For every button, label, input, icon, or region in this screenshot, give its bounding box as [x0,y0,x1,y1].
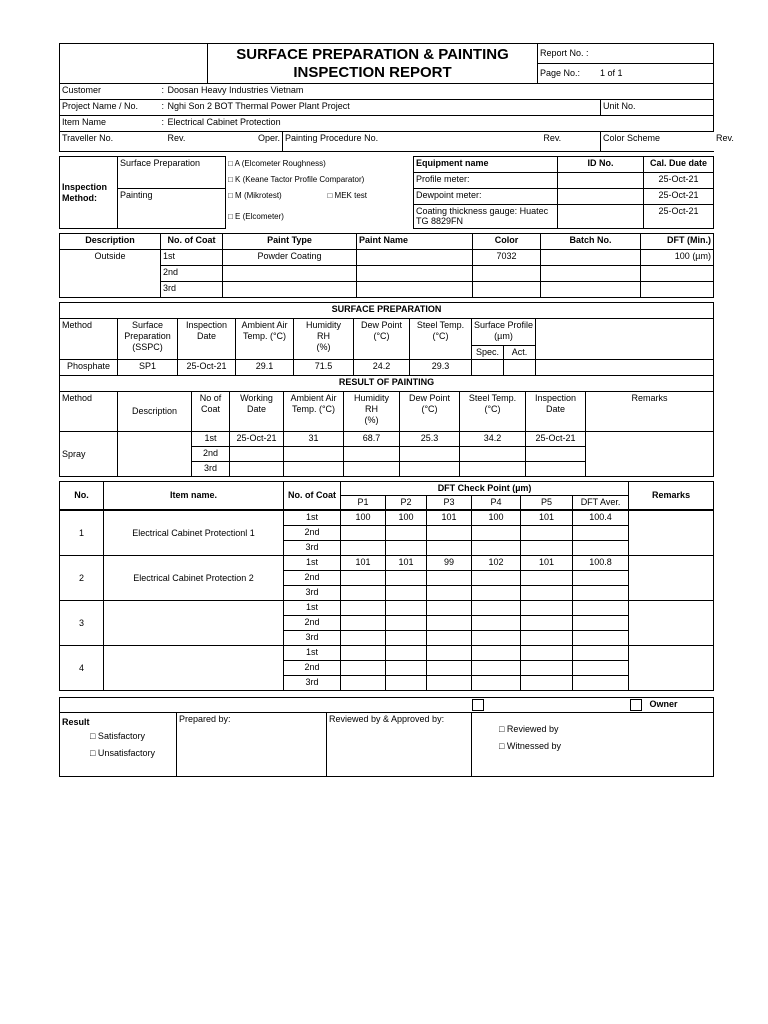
h: Date [545,404,565,414]
gauge-name: Coating thickness gauge: Huatec [416,206,549,216]
h: (SSPC) [132,342,163,352]
dft-point-value [386,526,427,541]
dft-point-value [521,661,573,676]
dft-point-value [521,586,573,601]
surface-prep-value: SP1 [118,360,178,376]
dft-point-value [427,526,472,541]
col-p4: P4 [472,496,521,510]
col-color: Color [473,234,541,250]
col-p5: P5 [521,496,573,510]
col-remarks: Remarks [586,392,714,432]
dft-point-value [521,616,573,631]
item-name [104,646,284,691]
title-line-2: INSPECTION REPORT [293,63,452,81]
dft-point-value [386,676,427,691]
h: (%) [364,415,379,425]
dft-point-value [386,631,427,646]
coat-no: 1st [284,646,341,661]
item-name-value: Electrical Cabinet Protection [166,116,714,132]
coat-no: 2nd [284,526,341,541]
painting-method-value: Spray [60,432,118,477]
painting-label: Painting [118,189,226,229]
dft-point-value: 100 [386,511,427,526]
dft-point-value [472,661,521,676]
h: Inspection [185,320,228,330]
col-dft-aver: DFT Aver. [573,496,629,510]
coat-no: 1st [284,556,341,571]
owner-checkbox[interactable] [630,699,642,711]
unit-no-label: Unit No. [601,100,714,116]
dft-point-value [427,601,472,616]
dft-point-value [472,541,521,556]
inspection-method-table [59,156,714,229]
surface-prep-title: SURFACE PREPARATION [60,303,714,319]
dft-point-value: 101 [386,556,427,571]
col-description: Description [118,392,192,432]
coat-no: 1st [192,432,230,447]
h: Temp. (°C) [242,331,287,341]
humidity-value: 71.5 [294,360,354,376]
h: Temp. (°C) [291,404,336,414]
dew-point: 25.3 [400,432,460,447]
col-p2: P2 [386,496,427,510]
h: (°C) [432,331,449,341]
paint-name [357,250,473,266]
coat-no: 2nd [284,571,341,586]
dft-point-value [341,586,386,601]
col-spec: Spec. [472,346,504,360]
dft-point-value [472,646,521,661]
dft-point-value [521,541,573,556]
steel-temp-value: 29.3 [410,360,472,376]
h: RH [317,331,330,341]
h: Ambient Air [290,393,337,403]
procedure-label: Painting Procedure No. [283,132,505,152]
col-surface-prep [118,319,178,360]
rev-label: Rev. [166,132,229,152]
dft-point-value [521,646,573,661]
equipment-name [414,205,558,229]
table-row [60,511,714,526]
remarks [629,511,714,556]
coat-no: 3rd [192,462,230,477]
dft-point-value [427,676,472,691]
option-k-checkbox[interactable]: □ K (Keane Tactor Profile Comparator) [228,174,365,184]
report-title [208,44,538,84]
coat-no: 2nd [161,266,223,282]
dft-point-value [521,526,573,541]
dft-point-value [341,571,386,586]
dft-average [573,646,629,661]
coat-table [59,233,714,298]
dft-point-value [427,646,472,661]
dft-average [573,676,629,691]
dft-average: 100.4 [573,511,629,526]
col-paint-type: Paint Type [223,234,357,250]
reviewed-approved-by: Reviewed by & Approved by: [327,713,472,777]
inspection-report [59,43,734,777]
dft-point-value [427,616,472,631]
remarks [629,646,714,691]
col-dft-min: DFT (Min.) [641,234,714,250]
dft-point-value [521,571,573,586]
col-steel-temp [460,392,526,432]
cal-date: 25-Oct-21 [644,189,714,205]
dft-point-value [386,661,427,676]
dft-point-value: 101 [521,556,573,571]
page-no [538,64,714,84]
dft-point-value [472,601,521,616]
coat-no: 1st [284,601,341,616]
item-no: 4 [60,646,104,691]
h: Humidity [353,393,389,403]
col-humidity [344,392,400,432]
col-no-of-coat: No. of Coat [284,482,341,510]
col-p1: P1 [341,496,386,510]
report-no [538,44,714,64]
option-a-checkbox[interactable]: □ A (Elcometer Roughness) [228,158,326,168]
dft-point-value: 99 [427,556,472,571]
inspection-date-value: 25-Oct-21 [178,360,236,376]
h: (°C) [484,404,501,414]
h: Preparation [124,331,171,341]
ambient-air: 31 [284,432,344,447]
dft-point-value [386,646,427,661]
cal-due-header: Cal. Due date [644,157,714,173]
dft-table [59,481,714,510]
col-batch-no: Batch No. [541,234,641,250]
coat-no: 3rd [284,631,341,646]
dft-point-value [521,631,573,646]
col-inspection-date [178,319,236,360]
rev-label: Rev. [716,133,734,143]
dft-point-value [472,586,521,601]
working-date: 25-Oct-21 [230,432,284,447]
col-no-of-coat [192,392,230,432]
dft-point-value [521,601,573,616]
report-no-label: Report No. : [540,48,589,58]
dft-point-value [427,631,472,646]
h: Date [246,404,266,414]
dft-point-value: 100 [472,511,521,526]
coat-no: 3rd [284,541,341,556]
h: Ambient Air [241,320,288,330]
surface-preparation-table [59,302,714,376]
h: Working [240,393,273,403]
coat-no: 2nd [284,616,341,631]
dft-average [573,571,629,586]
col-surface-profile [472,319,536,346]
gauge-model: TG 8829FN [416,216,464,226]
col-dew-point [354,319,410,360]
dft-point-value: 101 [427,511,472,526]
colon: : [160,84,166,100]
h: (°C) [373,331,390,341]
dft-point-value [472,616,521,631]
item-name-label: Item Name [60,116,160,132]
dft-point-value: 101 [341,556,386,571]
dft-point-value [341,541,386,556]
footer-table [59,697,714,777]
review-witness-cell [472,713,714,777]
painting-result-table [59,376,714,477]
dew-point-value: 24.2 [354,360,410,376]
coat-no: 2nd [192,447,230,462]
col-no: No. [60,482,104,510]
cal-date: 25-Oct-21 [644,205,714,229]
col-ambient-air [284,392,344,432]
table-row [60,556,714,571]
dft-point-value [386,586,427,601]
ambient-air-value: 29.1 [236,360,294,376]
dft-average [573,586,629,601]
dft-point-value [341,661,386,676]
table-row [60,646,714,661]
color-scheme-label: Color Scheme [603,133,661,143]
dft-point-value [472,526,521,541]
item-name: Electrical Cabinet Protection 2 [104,556,284,601]
h: Inspection [534,393,577,403]
h: Surface Profile [474,320,534,330]
item-no: 3 [60,601,104,646]
dft-point-value [427,571,472,586]
col-p3: P3 [427,496,472,510]
col-method: Method [60,392,118,432]
customer-value: Doosan Heavy Industries Vietnam [166,84,714,100]
dft-point-value [341,631,386,646]
col-no-of-coat: No. of Coat [161,234,223,250]
dft-point-value [386,616,427,631]
h: Steel Temp. [416,320,465,330]
col-item-name: Item name. [104,482,284,510]
equipment-header: Equipment name [414,157,558,173]
coat-no: 2nd [284,661,341,676]
coat-no: 3rd [161,282,223,298]
h: Dew Point [408,393,451,403]
traveller-label: Traveller No. [60,132,160,152]
humidity: 68.7 [344,432,400,447]
dft-point-value [341,526,386,541]
result-label: Result [62,717,90,727]
reviewed-by-checkbox[interactable]: □ Reviewed by [499,724,559,734]
dft-min: 100 (µm) [641,250,714,266]
col-description: Description [60,234,161,250]
satisfactory-checkbox[interactable]: □ Satisfactory [90,731,145,741]
option-e-checkbox[interactable]: □ E (Elcometer) [228,212,284,221]
dft-point-value [427,661,472,676]
painting-result-title: RESULT OF PAINTING [60,376,714,392]
oper-label: Oper. [229,132,283,152]
item-no: 2 [60,556,104,601]
dft-point-value [386,601,427,616]
customer-label: Customer [60,84,160,100]
h: (µm) [494,331,513,341]
dft-point-value [472,676,521,691]
method-label-line1: Inspection [62,181,108,192]
h: No of [199,393,222,403]
col-ambient-air [236,319,294,360]
surface-method-value: Phosphate [60,360,118,376]
dft-average [573,616,629,631]
surface-prep-label: Surface Preparation [118,157,226,189]
steel-temp: 34.2 [460,432,526,447]
col-steel-temp [410,319,472,360]
dft-average [573,541,629,556]
dft-point-value [472,571,521,586]
remarks [629,601,714,646]
project-value: Nghi Son 2 BOT Thermal Power Plant Project [166,100,601,116]
colon: : [160,100,166,116]
dft-point-value: 100 [341,511,386,526]
cal-date: 25-Oct-21 [644,173,714,189]
page-no-value: 1 of 1 [600,68,623,78]
dft-average [573,601,629,616]
dft-average: 100.8 [573,556,629,571]
h: Steel Temp. [468,393,517,403]
title-line-1: SURFACE PREPARATION & PAINTING [236,45,509,63]
col-inspection-date [526,392,586,432]
dft-average [573,526,629,541]
remarks [629,556,714,601]
info-table [59,84,734,152]
option-mek-checkbox[interactable]: □ MEK test [327,190,368,200]
coat-no: 1st [284,511,341,526]
coat-no: 3rd [284,586,341,601]
dft-point-value [472,631,521,646]
h: Date [196,331,216,341]
col-act: Act. [504,346,536,360]
col-remarks: Remarks [629,482,714,510]
item-name [104,601,284,646]
paint-type: Powder Coating [223,250,357,266]
dft-average [573,661,629,676]
prepared-by: Prepared by: [177,713,327,777]
h: Dew Point [360,320,403,330]
h: RH [365,404,378,414]
dft-point-value [521,676,573,691]
item-name: Electrical Cabinet Protectionl 1 [104,511,284,556]
paint-color: 7032 [473,250,541,266]
owner-label: Owner [649,699,678,710]
dft-point-value [386,541,427,556]
rev-label: Rev. [505,132,601,152]
id-header: ID No. [558,157,644,173]
header-blank [60,44,208,84]
table-row [60,601,714,616]
dft-point-value [427,541,472,556]
inspection-method-label [60,157,118,229]
equipment-name: Profile meter: [414,173,558,189]
description-value: Outside [60,250,161,298]
col-working-date [230,392,284,432]
checkbox[interactable] [472,699,484,711]
coat-no: 1st [161,250,223,266]
item-no: 1 [60,511,104,556]
h: Coat [200,404,220,414]
colon: : [160,116,166,132]
dft-point-value: 102 [472,556,521,571]
option-m-checkbox[interactable]: □ M (Mikrotest) [228,190,282,200]
dft-point-value [341,616,386,631]
inspection-date: 25-Oct-21 [526,432,586,447]
dft-point-value [341,601,386,616]
dft-point-value [427,586,472,601]
equipment-name: Dewpoint meter: [414,189,558,205]
unsatisfactory-checkbox[interactable]: □ Unsatisfactory [90,748,155,758]
col-dew-point [400,392,460,432]
col-paint-name: Paint Name [357,234,473,250]
h: Surface [131,320,164,330]
method-label-line2: Method: [62,192,97,203]
batch-no [541,250,641,266]
dft-point-value: 101 [521,511,573,526]
col-method: Method [60,319,118,360]
page-no-label: Page No.: [540,68,581,78]
col-humidity [294,319,354,360]
dft-average [573,631,629,646]
coat-no: 3rd [284,676,341,691]
result-cell [60,713,177,777]
h: (%) [316,342,331,352]
dft-point-value [341,646,386,661]
dft-body [59,510,714,691]
dft-point-value [341,676,386,691]
dft-point-value [386,571,427,586]
project-label: Project Name / No. [60,100,160,116]
witnessed-by-checkbox[interactable]: □ Witnessed by [499,741,561,751]
h: Humidity [305,320,341,330]
h: (°C) [421,404,438,414]
col-dft-check-point: DFT Check Point (µm) [341,482,629,496]
report-header [59,43,714,84]
